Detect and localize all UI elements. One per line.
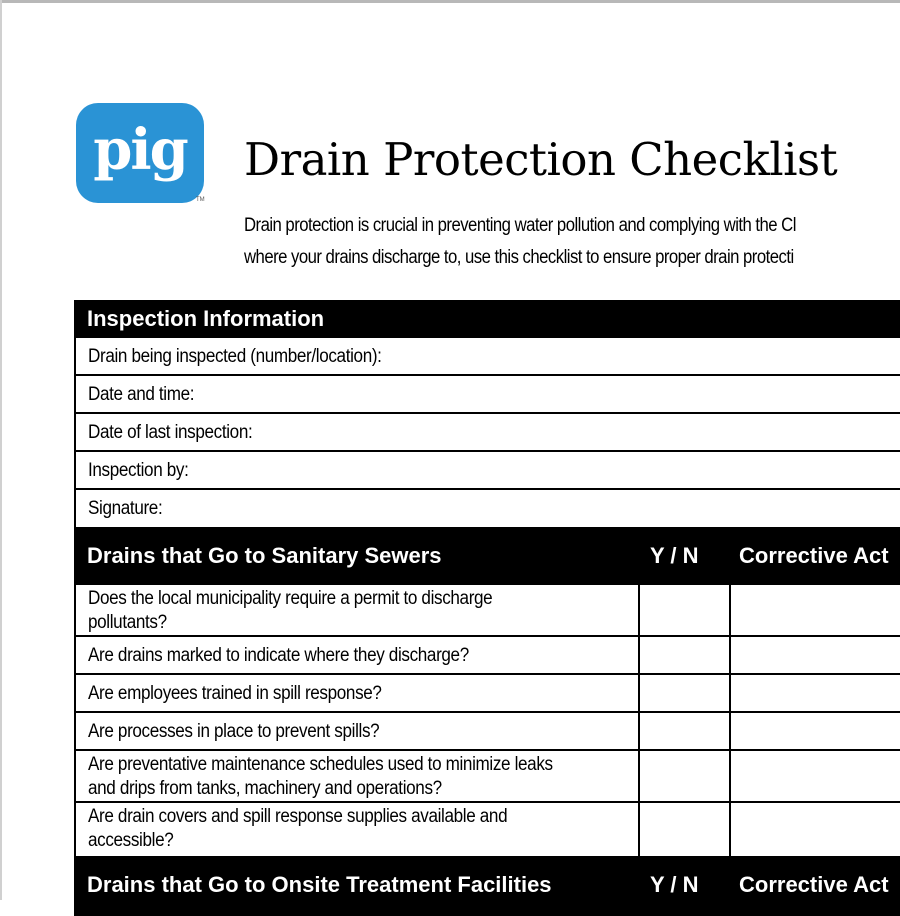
corrective-action-cell[interactable] bbox=[729, 637, 900, 673]
question-row bbox=[74, 675, 900, 713]
question-text: Are preventative maintenance schedules used to minimize leaks and drips from tanks, machinery and operations? bbox=[88, 754, 553, 799]
field-label: Date and time: bbox=[88, 384, 195, 405]
yn-cell[interactable] bbox=[638, 803, 730, 856]
inspection-header-label: Inspection Information bbox=[87, 306, 325, 331]
field-inspection-by[interactable] bbox=[74, 452, 900, 490]
onsite-header bbox=[74, 856, 900, 916]
yn-cell[interactable] bbox=[638, 713, 730, 749]
corrective-action-cell[interactable] bbox=[729, 713, 900, 749]
corrective-action-column-header: Corrective Act bbox=[739, 872, 889, 897]
question-row bbox=[74, 803, 900, 856]
question-text: Are employees trained in spill response? bbox=[88, 683, 382, 704]
question-row bbox=[74, 585, 900, 637]
corrective-action-cell[interactable] bbox=[729, 675, 900, 711]
field-label: Inspection by: bbox=[88, 460, 189, 481]
yn-column-header: Y / N bbox=[650, 872, 699, 897]
field-signature[interactable] bbox=[74, 490, 900, 527]
sanitary-header-label: Drains that Go to Sanitary Sewers bbox=[87, 543, 442, 568]
question-text: Are processes in place to prevent spills? bbox=[88, 721, 380, 742]
yn-cell[interactable] bbox=[638, 585, 730, 635]
corrective-action-column-header: Corrective Act bbox=[739, 543, 889, 568]
yn-cell[interactable] bbox=[638, 751, 730, 801]
trademark-mark: TM bbox=[196, 197, 205, 203]
question-row bbox=[74, 637, 900, 675]
field-label: Drain being inspected (number/location): bbox=[88, 346, 382, 367]
inspection-header bbox=[74, 300, 900, 338]
field-label: Signature: bbox=[88, 498, 163, 519]
page-title: Drain Protection Checklist bbox=[244, 133, 838, 186]
window-left-border bbox=[0, 0, 2, 900]
intro-line-1: Drain protection is crucial in preventing water pollution and complying with the Cl bbox=[244, 215, 796, 236]
field-last-inspection[interactable] bbox=[74, 414, 900, 452]
intro-paragraph bbox=[244, 210, 796, 274]
pig-logo bbox=[76, 103, 204, 203]
corrective-action-cell[interactable] bbox=[729, 803, 900, 856]
question-text: Does the local municipality require a permit to discharge pollutants? bbox=[88, 588, 493, 633]
question-row bbox=[74, 751, 900, 803]
field-drain-inspected[interactable] bbox=[74, 338, 900, 376]
onsite-header-label: Drains that Go to Onsite Treatment Facilities bbox=[87, 872, 552, 897]
question-row bbox=[74, 713, 900, 751]
yn-cell[interactable] bbox=[638, 637, 730, 673]
corrective-action-cell[interactable] bbox=[729, 751, 900, 801]
field-label: Date of last inspection: bbox=[88, 422, 253, 443]
logo-text: pig bbox=[93, 117, 187, 183]
question-text: Are drain covers and spill response supplies available and accessible? bbox=[88, 806, 508, 851]
window-top-border bbox=[0, 0, 900, 3]
sanitary-header bbox=[74, 527, 900, 585]
question-text: Are drains marked to indicate where they discharge? bbox=[88, 645, 469, 666]
corrective-action-cell[interactable] bbox=[729, 585, 900, 635]
intro-line-2: where your drains discharge to, use this checklist to ensure proper drain protecti bbox=[244, 247, 794, 268]
yn-column-header: Y / N bbox=[650, 543, 699, 568]
field-date-time[interactable] bbox=[74, 376, 900, 414]
yn-cell[interactable] bbox=[638, 675, 730, 711]
